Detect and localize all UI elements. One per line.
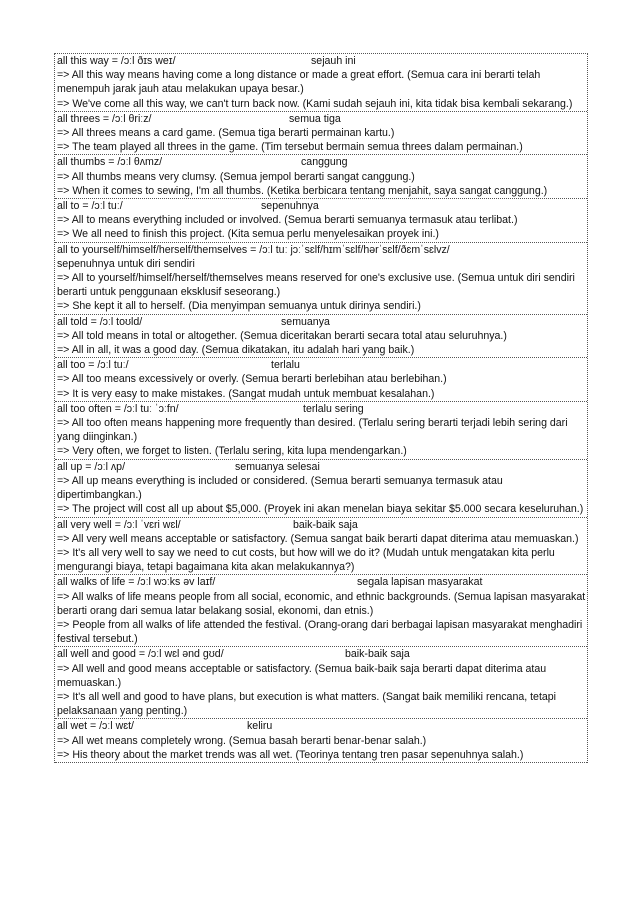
entry-example: => His theory about the market trends was all wet. (Teorinya tentang tren pasar sepenuhnya salah.) (57, 748, 524, 761)
entry-example: => It's all very well to say we need to cut costs, but how will we do it? (Mudah untuk mengatakan kita perlu mengurangi biaya, tetapi bagaimana kita akan melakukannya?) (57, 546, 555, 574)
entry-example: => Very often, we forget to listen. (Terlalu sering, kita lupa mendengarkan.) (57, 445, 407, 458)
entry-meaning: sejauh ini (311, 55, 356, 67)
entry-all-to (55, 199, 587, 243)
entry-example: => The team played all threes in the game. (Tim tersebut bermain semua threes dalam permainan.) (57, 141, 523, 154)
phrase-list (54, 53, 588, 763)
entry-meaning: baik-baik saja (293, 518, 358, 531)
entry-all-wet (55, 719, 587, 763)
entry-term: all too = /ɔːl tuː/ (57, 359, 129, 372)
entry-definition: => All threes means a card game. (Semua tiga berarti permainan kartu.) (57, 127, 395, 140)
entry-definition: => All wet means completely wrong. (Semua basah berarti benar-benar salah.) (57, 734, 427, 747)
entry-definition: => All this way means having come a long distance or made a great effort. (Semua cara ini berarti telah menempuh jarak jauh atau melakukan upaya besar.) (57, 69, 541, 96)
entry-definition: => All too means excessively or overly. (Semua berarti berlebihan atau berlebihan.) (57, 373, 447, 386)
entry-meaning: semuanya (281, 315, 330, 328)
entry-term: all walks of life = /ɔːl wɔːks əv laɪf/ (57, 576, 216, 589)
entry-example: => It's all well and good to have plans, but execution is what matters. (Sangat baik memiliki rencana, tetapi pelaksanaan yang penting.) (57, 690, 557, 718)
entry-definition: => All too often means happening more frequently than desired. (Terlalu sering berarti terjadi lebih sering dari yang diinginkan.) (57, 417, 568, 444)
entry-all-very-well (55, 518, 587, 576)
entry-example: => It is very easy to make mistakes. (Sangat mudah untuk membuat kesalahan.) (57, 387, 435, 400)
entry-term: all thumbs = /ɔːl θʌmz/ (57, 156, 163, 169)
entry-definition: => All to yourself/himself/herself/themselves means reserved for one's exclusive use. (Semua untuk diri sendiri berarti untuk penggunaan eksklusif seseorang.) (57, 272, 575, 299)
entry-term: all to yourself/himself/herself/themselves = /ɔːl tuː jɔːˈsɛlf/hɪmˈsɛlf/hərˈsɛlf/ðɛmˈsɛlvz/ (57, 243, 450, 256)
entry-term: all well and good = /ɔːl wɛl ənd ɡʊd/ (57, 648, 224, 661)
entry-term: all this way = /ɔːl ðɪs weɪ/ (57, 55, 176, 67)
entry-all-too-often (55, 402, 587, 460)
entry-term: all to = /ɔːl tuː/ (57, 200, 123, 213)
entry-meaning: canggung (301, 156, 348, 169)
entry-term: all wet = /ɔːl wɛt/ (57, 720, 134, 733)
entry-meaning: terlalu (271, 359, 300, 372)
entry-meaning: sepenuhnya untuk diri sendiri (57, 257, 195, 270)
entry-meaning: semuanya selesai (235, 460, 320, 473)
entry-term: all up = /ɔːl ʌp/ (57, 460, 126, 473)
entry-all-threes (55, 112, 587, 156)
entry-example: => We all need to finish this project. (Kita semua perlu menyelesaikan proyek ini.) (57, 228, 439, 241)
entry-meaning: segala lapisan masyarakat (357, 576, 483, 589)
entry-definition: => All told means in total or altogether. (Semua diceritakan berarti secara total atau seluruhnya.) (57, 329, 507, 342)
entry-definition: => All walks of life means people from all social, economic, and ethnic backgrounds. (Semua lapisan masyarakat berarti orang dari semua latar belakang sosial, ekonomi, dan etnis.) (57, 590, 586, 617)
entry-example: => The project will cost all up about $5,000. (Proyek ini akan menelan biaya sekitar $5.000 secara keseluruhan.) (57, 503, 584, 516)
entry-term: all told = /ɔːl toʊld/ (57, 315, 143, 328)
entry-definition: => All well and good means acceptable or satisfactory. (Semua baik-baik saja berarti dapat diterima atau memuaskan.) (57, 662, 547, 689)
entry-all-told (55, 315, 587, 359)
entry-definition: => All very well means acceptable or satisfactory. (Semua sangat baik berarti dapat diterima atau memuaskan.) (57, 532, 579, 545)
entry-all-well-and-good (55, 647, 587, 719)
entry-definition: => All to means everything included or involved. (Semua berarti semuanya termasuk atau terlibat.) (57, 214, 518, 227)
entry-example: => We've come all this way, we can't turn back now. (Kami sudah sejauh ini, kita tidak bisa kembali sekarang.) (57, 97, 573, 110)
entry-all-thumbs (55, 155, 587, 199)
entry-meaning: terlalu sering (303, 402, 364, 415)
entry-meaning: semua tiga (289, 112, 341, 125)
entry-meaning: sepenuhnya (261, 200, 319, 213)
entry-all-up (55, 460, 587, 518)
entry-all-walks-of-life (55, 575, 587, 647)
entry-term: all too often = /ɔːl tuː ˈɔːfn/ (57, 402, 179, 415)
entry-all-too (55, 358, 587, 402)
entry-example: => When it comes to sewing, I'm all thumbs. (Ketika berbicara tentang menjahit, saya sangat canggung.) (57, 184, 548, 197)
entry-term: all very well = /ɔːl ˈvɛri wɛl/ (57, 518, 181, 531)
entry-example: => All in all, it was a good day. (Semua dikatakan, itu adalah hari yang baik.) (57, 344, 415, 357)
entry-all-this-way (55, 54, 587, 112)
entry-meaning: keliru (247, 720, 273, 733)
entry-all-to-yourself (55, 243, 587, 315)
entry-term: all threes = /ɔːl θriːz/ (57, 112, 152, 125)
entry-example: => People from all walks of life attended the festival. (Orang-orang dari berbagai lapisan masyarakat menghadiri festival tersebut.) (57, 618, 583, 646)
entry-definition: => All thumbs means very clumsy. (Semua jempol berarti sangat canggung.) (57, 170, 415, 183)
entry-meaning: baik-baik saja (345, 648, 410, 661)
entry-example: => She kept it all to herself. (Dia menyimpan semuanya untuk dirinya sendiri.) (57, 300, 421, 313)
entry-definition: => All up means everything is included or considered. (Semua berarti semuanya termasuk atau dipertimbangkan.) (57, 474, 503, 502)
